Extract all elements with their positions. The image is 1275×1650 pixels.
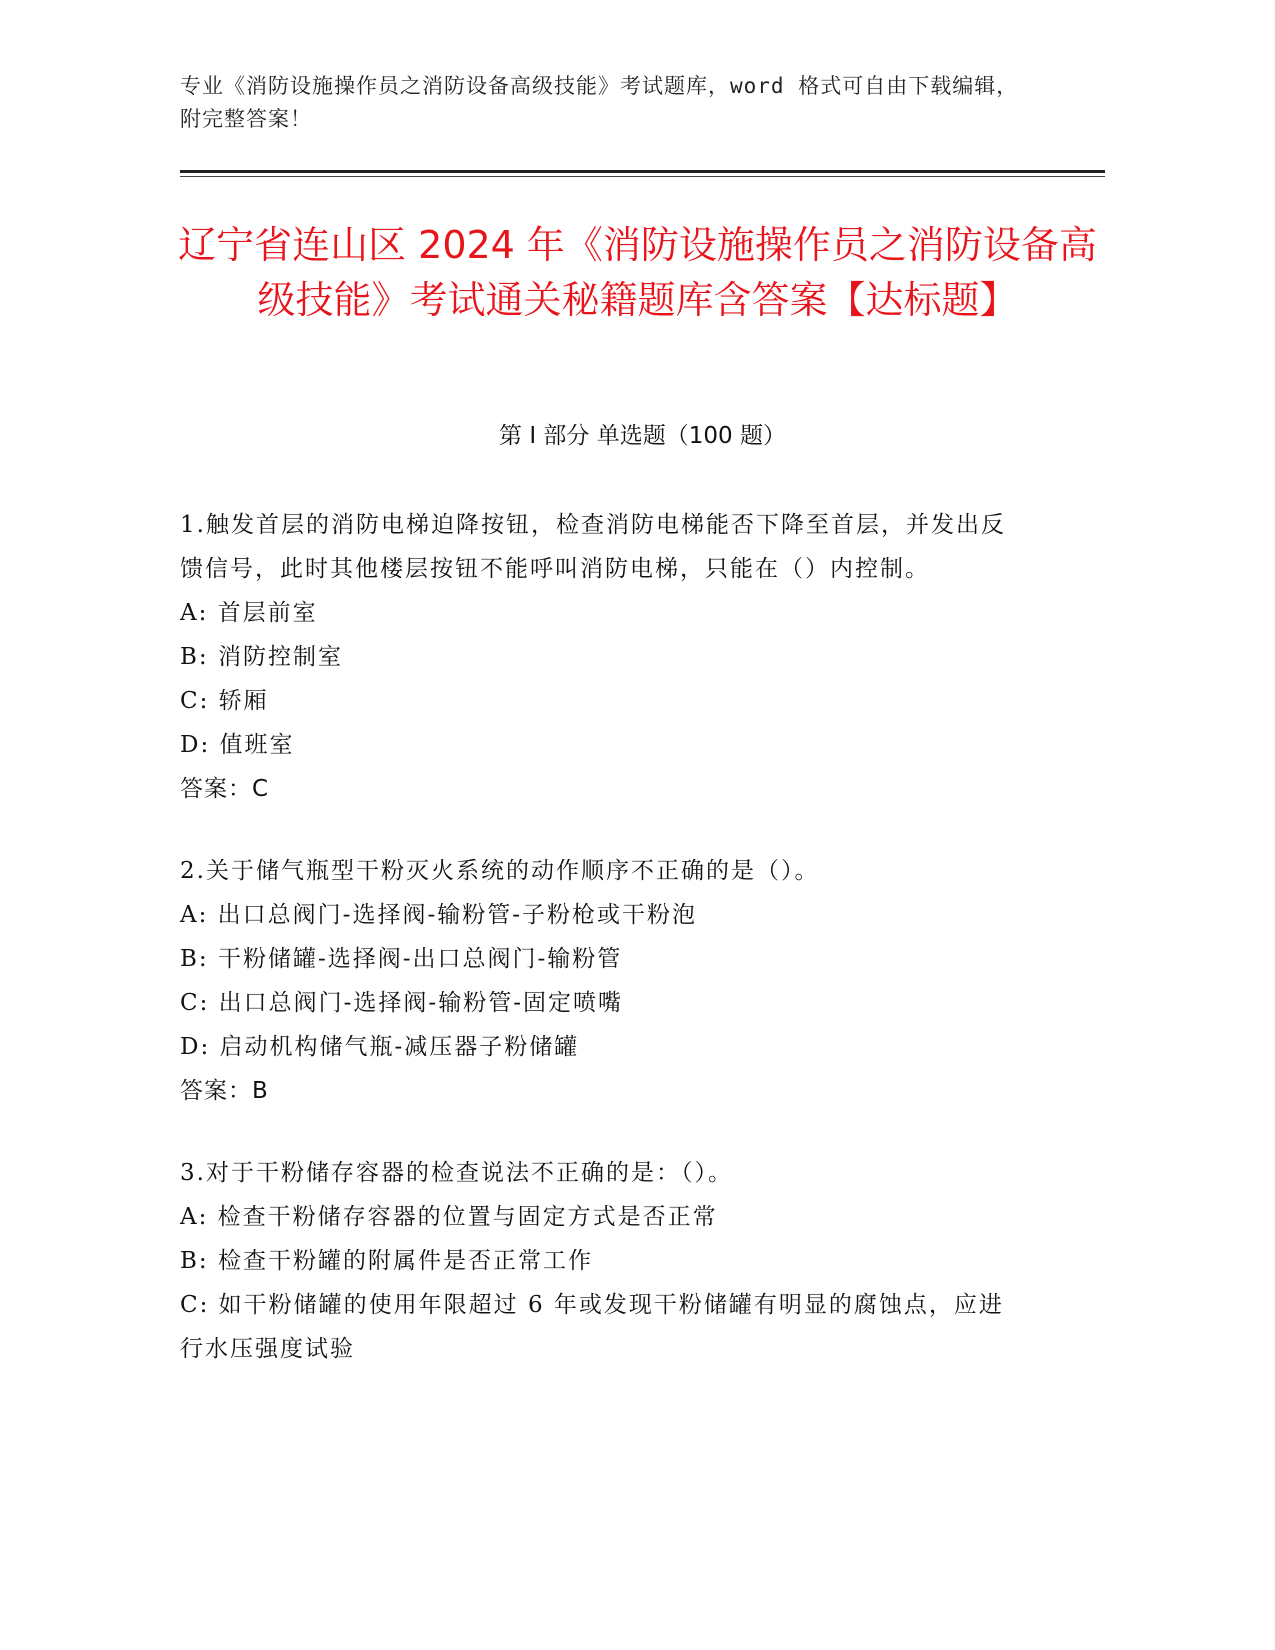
question-stem: 3.对于干粉储存容器的检查说法不正确的是：（）。 bbox=[180, 1160, 733, 1186]
question-3 bbox=[180, 1151, 1020, 1371]
option-b: B: 消防控制室 bbox=[180, 644, 343, 670]
option-c: C: 如干粉储罐的使用年限超过 6 年或发现干粉储罐有明显的腐蚀点，应进行水压强度试验 bbox=[180, 1292, 1004, 1362]
document-title: 辽宁省连山区 2024 年《消防设施操作员之消防设备高级技能》考试通关秘籍题库含答案【达标题】 bbox=[178, 223, 1097, 322]
option-d: D: 启动机构储气瓶-减压器子粉储罐 bbox=[180, 1034, 580, 1060]
option-b: B: 干粉储罐-选择阀-出口总阀门-输粉管 bbox=[180, 946, 623, 972]
question-1 bbox=[180, 503, 1020, 811]
option-b: B: 检查干粉罐的附属件是否正常工作 bbox=[180, 1248, 593, 1274]
section-heading: 第 I 部分 单选题（100 题） bbox=[499, 423, 786, 449]
question-stem: 1.触发首层的消防电梯迫降按钮，检查消防电梯能否下降至首层，并发出反馈信号，此时其他楼层按钮不能呼叫消防电梯，只能在（）内控制。 bbox=[180, 512, 1006, 582]
option-c: C: 轿厢 bbox=[180, 688, 269, 714]
option-c: C: 出口总阀门-选择阀-输粉管-固定喷嘴 bbox=[180, 990, 623, 1016]
option-a: A: 首层前室 bbox=[180, 600, 318, 626]
question-stem: 2.关于储气瓶型干粉灭火系统的动作顺序不正确的是（）。 bbox=[180, 858, 820, 884]
answer: 答案：B bbox=[180, 1078, 269, 1104]
question-list bbox=[180, 503, 1020, 1409]
option-a: A: 检查干粉储存容器的位置与固定方式是否正常 bbox=[180, 1204, 718, 1230]
option-d: D: 值班室 bbox=[180, 732, 295, 758]
option-a: A: 出口总阀门-选择阀-输粉管-子粉枪或干粉泡 bbox=[180, 902, 697, 928]
answer: 答案：C bbox=[180, 776, 270, 802]
question-2 bbox=[180, 849, 1020, 1113]
header-rule-thick bbox=[180, 170, 1105, 173]
header-rule-thin bbox=[180, 176, 1105, 177]
header-note: 专业《消防设施操作员之消防设备高级技能》考试题库，word 格式可自由下载编辑，附完整答案！ bbox=[180, 74, 1019, 131]
